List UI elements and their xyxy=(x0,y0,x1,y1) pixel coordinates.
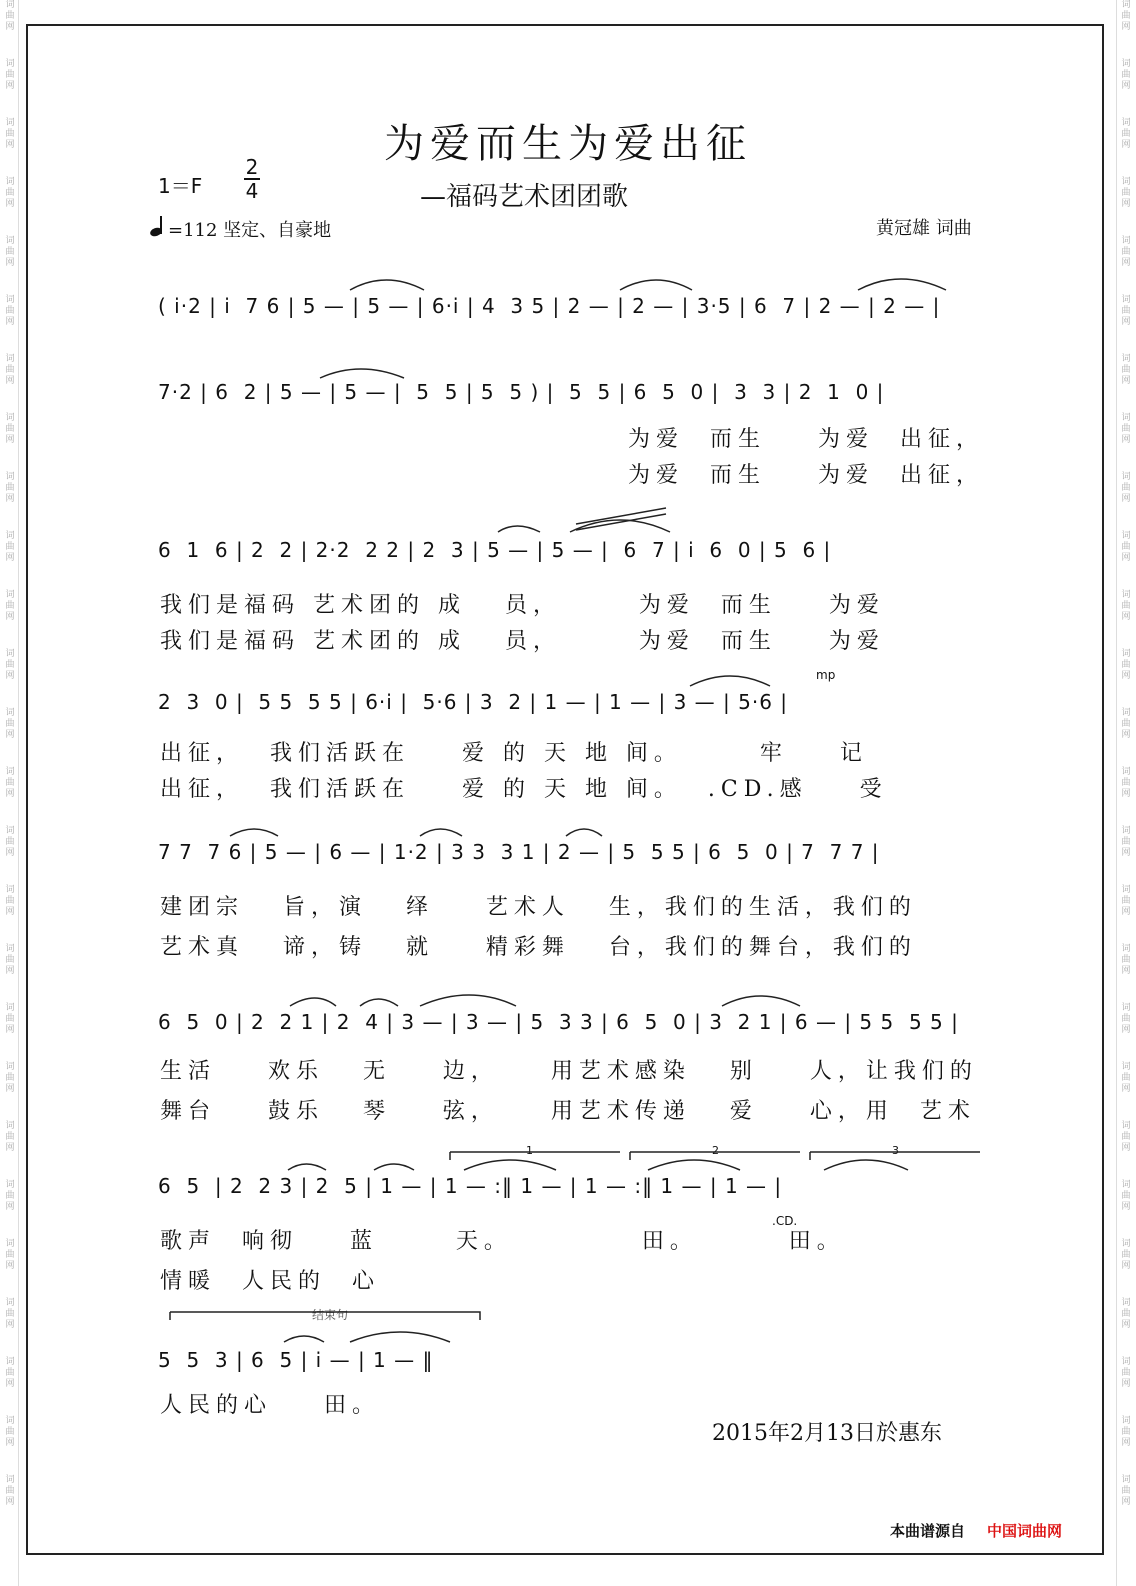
staff-line-2: 7·2 | 6 2 | 5 — | 5 — | 5 5 | 5 5 ) | 5 5 | 6 5 0 | 3 3 | 2 1 0 | xyxy=(158,380,885,404)
lyric-7-verse-1: 人民的心 田。 xyxy=(160,1393,380,1418)
tempo-text: =112 坚定、自豪地 xyxy=(168,220,332,241)
lyric-5-verse-1: 生活 欢乐 无 边， 用艺术感染 别 人，让我们的 xyxy=(160,1059,978,1084)
composer-credit: 黄冠雄 词曲 xyxy=(876,218,972,239)
lyric-3-verse-1: 出征， 我们活跃在 爱 的 天 地 间。 牢 记 xyxy=(160,741,868,766)
time-signature-bottom: 4 xyxy=(245,179,259,203)
lyric-6-verse-2: 情暖 人民的 心 xyxy=(160,1269,380,1294)
staff-line-8: 5 5 3 | 6 5 | i — | 1 — ‖ xyxy=(158,1348,434,1372)
source-label: 本曲谱源自 xyxy=(890,1522,966,1540)
coda-label: 结束句 xyxy=(312,1308,349,1322)
lyric-1-verse-2: 为爱 而生 为爱 出征， xyxy=(628,463,984,488)
song-subtitle: —福码艺术团团歌 xyxy=(420,182,629,212)
key-signature: 1＝F xyxy=(158,174,203,198)
lyric-4-verse-2: 艺术真 谛，铸 就 精彩舞 台，我们的舞台，我们的 xyxy=(160,935,917,960)
lyric-1-verse-1: 为爱 而生 为爱 出征， xyxy=(628,427,984,452)
source-site-link[interactable]: 中国词曲网 xyxy=(987,1522,1063,1540)
cd-mark: .CD. xyxy=(772,1214,798,1228)
staff-line-4: 2 3 0 | 5 5 5 5 | 6·i | 5·6 | 3 2 | 1 — | 1 — | 3 — | 5·6 | xyxy=(158,690,789,714)
volta-2-label: 2 xyxy=(712,1144,719,1157)
watermark-strip-left: 词曲网 词曲网 词曲网 词曲网 词曲网 词曲网 词曲网 词曲网 词曲网 词曲网 词曲网 词曲网 词曲网 词曲网 词曲网 词曲网 词曲网 词曲网 词曲网 词曲网 词曲网 词曲网 词曲网 词曲网 词曲网 词曲网 xyxy=(5,0,15,1507)
source-credit xyxy=(890,1520,1062,1541)
volta-3-label: 3 xyxy=(892,1144,899,1157)
staff-line-6: 6 5 0 | 2 2 1 | 2 4 | 3 — | 3 — | 5 3 3 | 6 5 0 | 3 2 1 | 6 — | 5 5 5 5 | xyxy=(158,1010,959,1034)
lyric-2-verse-2: 我们是福码 艺术团的 成 员， 为爱 而生 为爱 xyxy=(160,629,885,654)
dynamics-mark: mp xyxy=(816,668,836,682)
watermark-strip-right: 词曲网 词曲网 词曲网 词曲网 词曲网 词曲网 词曲网 词曲网 词曲网 词曲网 词曲网 词曲网 词曲网 词曲网 词曲网 词曲网 词曲网 词曲网 词曲网 词曲网 词曲网 词曲网 词曲网 词曲网 词曲网 词曲网 xyxy=(1121,0,1131,1507)
song-title: 为爱而生为爱出征 xyxy=(384,121,752,167)
lyric-3-verse-2: 出征， 我们活跃在 爱 的 天 地 间。 .CD.感 受 xyxy=(160,777,888,802)
time-signature-top: 2 xyxy=(245,155,259,179)
lyric-5-verse-2: 舞台 鼓乐 琴 弦， 用艺术传递 爱 心，用 艺术 xyxy=(160,1099,976,1124)
lyric-6-verse-1: 歌声 响彻 蓝 天。 田。 田。 xyxy=(160,1229,845,1254)
lyric-4-verse-1: 建团宗 旨，演 绎 艺术人 生，我们的生活，我们的 xyxy=(160,895,917,920)
staff-line-1: ( i·2 | i 7 6 | 5 — | 5 — | 6·i | 4 3 5 | 2 — | 2 — | 3·5 | 6 7 | 2 — | 2 — | xyxy=(158,294,941,318)
lyric-2-verse-1: 我们是福码 艺术团的 成 员， 为爱 而生 为爱 xyxy=(160,593,885,618)
composition-date: 2015年2月13日於惠东 xyxy=(712,1421,942,1446)
staff-line-5: 7 7 7 6 | 5 — | 6 — | 1·2 | 3 3 3 1 | 2 — | 5 5 5 | 6 5 0 | 7 7 7 | xyxy=(158,840,880,864)
staff-line-7: 6 5 | 2 2 3 | 2 5 | 1 — | 1 — :‖ 1 — | 1 — :‖ 1 — | 1 — | xyxy=(158,1174,783,1198)
staff-line-3: 6 1 6 | 2 2 | 2·2 2 2 | 2 3 | 5 — | 5 — | 6 7 | i 6 0 | 5 6 | xyxy=(158,538,832,562)
volta-1-label: 1 xyxy=(526,1144,533,1157)
